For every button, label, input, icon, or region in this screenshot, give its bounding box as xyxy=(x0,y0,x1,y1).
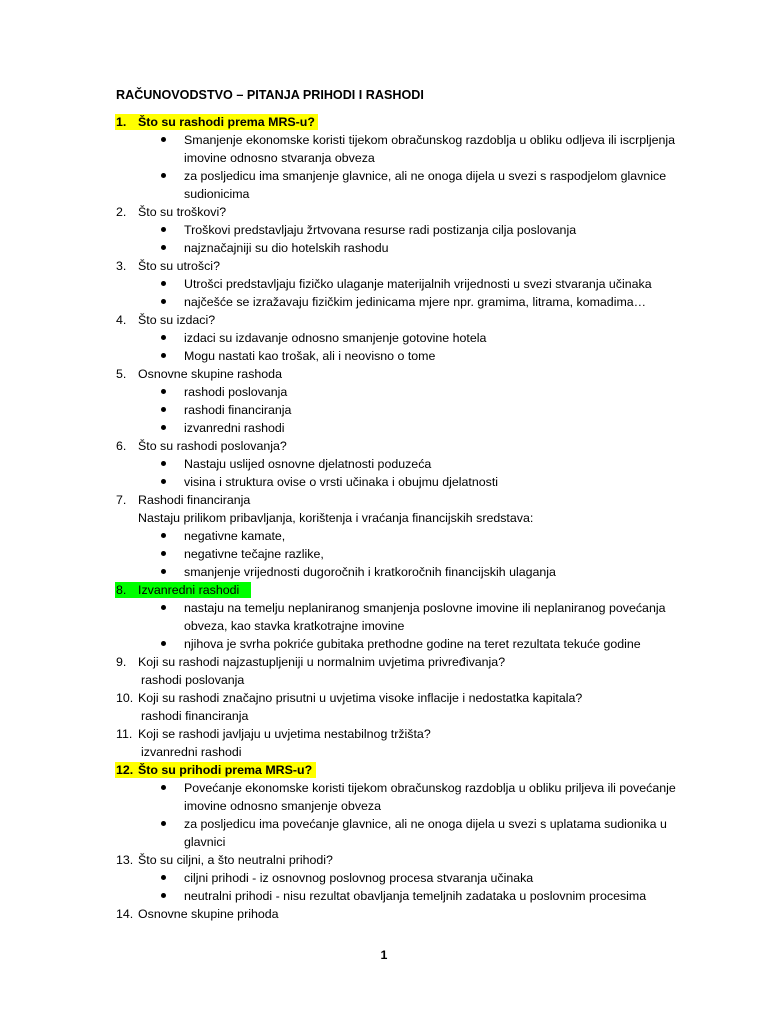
question-text: Što su rashodi poslovanja? xyxy=(138,439,287,453)
question-number: 14. xyxy=(116,907,134,921)
question-row xyxy=(0,581,768,599)
bullet-icon xyxy=(161,605,166,610)
bullet-icon xyxy=(161,569,166,574)
bullet-item xyxy=(0,545,768,563)
question-text: Koji su rashodi najzastupljeniji u normalnim uvjetima privređivanja? xyxy=(138,655,506,669)
bullet-icon xyxy=(161,227,166,232)
bullet-icon xyxy=(161,551,166,556)
bullet-text: Utrošci predstavljaju fizičko ulaganje materijalnih vrijednosti u svezi stvaranja učinaka xyxy=(184,277,652,291)
question-text: Što su troškovi? xyxy=(138,205,227,219)
question-row xyxy=(0,257,768,275)
question-text: Osnovne skupine prihoda xyxy=(138,907,279,921)
answer-text: izvanredni rashodi xyxy=(141,745,242,759)
bullet-item xyxy=(0,221,768,239)
question-text: Osnovne skupine rashoda xyxy=(138,367,282,381)
question-number: 7. xyxy=(116,493,127,507)
question-number: 11. xyxy=(116,727,133,741)
question-row xyxy=(0,905,768,923)
bullet-item xyxy=(0,383,768,401)
bullet-text: visina i struktura ovise o vrsti učinaka i obujmu djelatnosti xyxy=(184,475,499,489)
bullet-icon xyxy=(161,641,166,646)
bullet-icon xyxy=(161,461,166,466)
question-number: 6. xyxy=(116,439,127,453)
bullet-icon xyxy=(161,425,166,430)
question-row xyxy=(0,761,768,779)
bullet-text: izvanredni rashodi xyxy=(184,421,285,435)
bullet-icon xyxy=(161,479,166,484)
bullet-item xyxy=(0,167,768,203)
bullet-text: za posljedicu ima smanjenje glavnice, ali ne onoga dijela u svezi s raspodjelom glavnice sudionicima xyxy=(184,169,667,201)
bullet-item xyxy=(0,401,768,419)
bullet-text: negativne tečajne razlike, xyxy=(184,547,324,561)
bullet-item xyxy=(0,779,768,815)
question-text: Što su izdaci? xyxy=(138,313,216,327)
question-row xyxy=(0,851,768,869)
bullet-item xyxy=(0,473,768,491)
question-text: Što su prihodi prema MRS-u? xyxy=(138,763,313,777)
list-item xyxy=(0,905,768,923)
question-number: 3. xyxy=(116,259,127,273)
bullet-icon xyxy=(161,335,166,340)
bullet-icon xyxy=(161,893,166,898)
question-text: Što su ciljni, a što neutralni prihodi? xyxy=(138,853,333,867)
bullet-text: negativne kamate, xyxy=(184,529,286,543)
list-item xyxy=(0,581,768,653)
question-number: 2. xyxy=(116,205,127,219)
page-number: 1 xyxy=(380,948,388,962)
bullet-text: njihova je svrha pokriće gubitaka prethodne godine na teret rezultata tekuće godine xyxy=(184,637,641,651)
bullet-text: za posljedicu ima povećanje glavnice, ali ne onoga dijela u svezi s uplatama sudionika u glavnici xyxy=(184,817,667,849)
question-subtext: Nastaju prilikom pribavljanja, korištenja i vraćanja financijskih sredstava: xyxy=(138,511,534,525)
bullet-item xyxy=(0,239,768,257)
bullet-icon xyxy=(161,299,166,304)
bullet-item xyxy=(0,869,768,887)
bullet-text: Smanjenje ekonomske koristi tijekom obračunskog razdoblja u obliku odljeva ili iscrpljenja imovine odnosno stvaranja obveza xyxy=(184,133,676,165)
question-number: 12. xyxy=(116,763,134,777)
list-item xyxy=(0,311,768,365)
question-row xyxy=(0,653,768,671)
bullet-item xyxy=(0,599,768,635)
bullet-icon xyxy=(161,353,166,358)
bullet-text: izdaci su izdavanje odnosno smanjenje gotovine hotela xyxy=(184,331,487,345)
bullet-item xyxy=(0,419,768,437)
question-number: 10. xyxy=(116,691,134,705)
bullet-item xyxy=(0,815,768,851)
bullet-item xyxy=(0,563,768,581)
list-item xyxy=(0,203,768,257)
bullet-icon xyxy=(161,389,166,394)
bullet-icon xyxy=(161,785,166,790)
list-item xyxy=(0,437,768,491)
question-row xyxy=(0,491,768,509)
list-item xyxy=(0,653,768,689)
bullet-text: Povećanje ekonomske koristi tijekom obračunskog razdoblja u obliku priljeva ili povećanje imovine odnosno smanjenje obveza xyxy=(184,781,676,813)
question-row xyxy=(0,311,768,329)
bullet-icon xyxy=(161,137,166,142)
question-row xyxy=(0,725,768,743)
question-text: Izvanredni rashodi xyxy=(138,583,240,597)
question-text: Koji se rashodi javljaju u uvjetima nestabilnog tržišta? xyxy=(138,727,431,741)
question-row xyxy=(0,365,768,383)
bullet-text: neutralni prihodi - nisu rezultat obavljanja temeljnih zadataka u poslovnim procesima xyxy=(184,889,647,903)
bullet-icon xyxy=(161,173,166,178)
bullet-item xyxy=(0,527,768,545)
question-number: 8. xyxy=(116,583,127,597)
question-number: 13. xyxy=(116,853,134,867)
document-title: RAČUNOVODSTVO – PITANJA PRIHODI I RASHODI xyxy=(116,88,424,102)
bullet-text: smanjenje vrijednosti dugoročnih i kratkoročnih financijskih ulaganja xyxy=(184,565,556,579)
bullet-item xyxy=(0,347,768,365)
bullet-icon xyxy=(161,245,166,250)
question-number: 9. xyxy=(116,655,127,669)
bullet-icon xyxy=(161,533,166,538)
question-number: 1. xyxy=(116,115,127,129)
list-item xyxy=(0,689,768,725)
bullet-item xyxy=(0,887,768,905)
list-item xyxy=(0,491,768,581)
bullet-text: Troškovi predstavljaju žrtvovana resurse radi postizanja cilja poslovanja xyxy=(184,223,577,237)
question-number: 4. xyxy=(116,313,127,327)
list-item xyxy=(0,851,768,905)
bullet-item xyxy=(0,275,768,293)
bullet-icon xyxy=(161,407,166,412)
bullet-item xyxy=(0,455,768,473)
question-row xyxy=(0,113,768,131)
question-text: Rashodi financiranja xyxy=(138,493,251,507)
answer-text: rashodi financiranja xyxy=(141,709,249,723)
bullet-text: rashodi financiranja xyxy=(184,403,292,417)
bullet-text: ciljni prihodi - iz osnovnog poslovnog procesa stvaranja učinaka xyxy=(184,871,534,885)
list-item xyxy=(0,365,768,437)
list-item xyxy=(0,725,768,761)
question-list xyxy=(0,113,768,923)
list-item xyxy=(0,257,768,311)
bullet-item xyxy=(0,635,768,653)
bullet-text: Mogu nastati kao trošak, ali i neovisno o tome xyxy=(184,349,436,363)
question-text: Što su rashodi prema MRS-u? xyxy=(138,115,315,129)
answer-text: rashodi poslovanja xyxy=(141,673,245,687)
bullet-icon xyxy=(161,875,166,880)
question-row xyxy=(0,203,768,221)
bullet-icon xyxy=(161,281,166,286)
list-item xyxy=(0,113,768,203)
question-row xyxy=(0,689,768,707)
bullet-item xyxy=(0,329,768,347)
question-number: 5. xyxy=(116,367,127,381)
bullet-text: najčešće se izražavaju fizičkim jedinicama mjere npr. gramima, litrama, komadima… xyxy=(184,295,647,309)
question-text: Što su utrošci? xyxy=(138,259,220,273)
bullet-item xyxy=(0,293,768,311)
bullet-text: nastaju na temelju neplaniranog smanjenja poslovne imovine ili neplaniranog povećanja obveza, kao stavka kratkotrajne imovine xyxy=(184,601,666,633)
bullet-text: Nastaju uslijed osnovne djelatnosti poduzeća xyxy=(184,457,432,471)
bullet-text: rashodi poslovanja xyxy=(184,385,288,399)
bullet-icon xyxy=(161,821,166,826)
list-item xyxy=(0,761,768,851)
bullet-item xyxy=(0,131,768,167)
question-text: Koji su rashodi značajno prisutni u uvjetima visoke inflacije i nedostatka kapitala? xyxy=(138,691,583,705)
bullet-text: najznačajniji su dio hotelskih rashodu xyxy=(184,241,389,255)
question-row xyxy=(0,437,768,455)
